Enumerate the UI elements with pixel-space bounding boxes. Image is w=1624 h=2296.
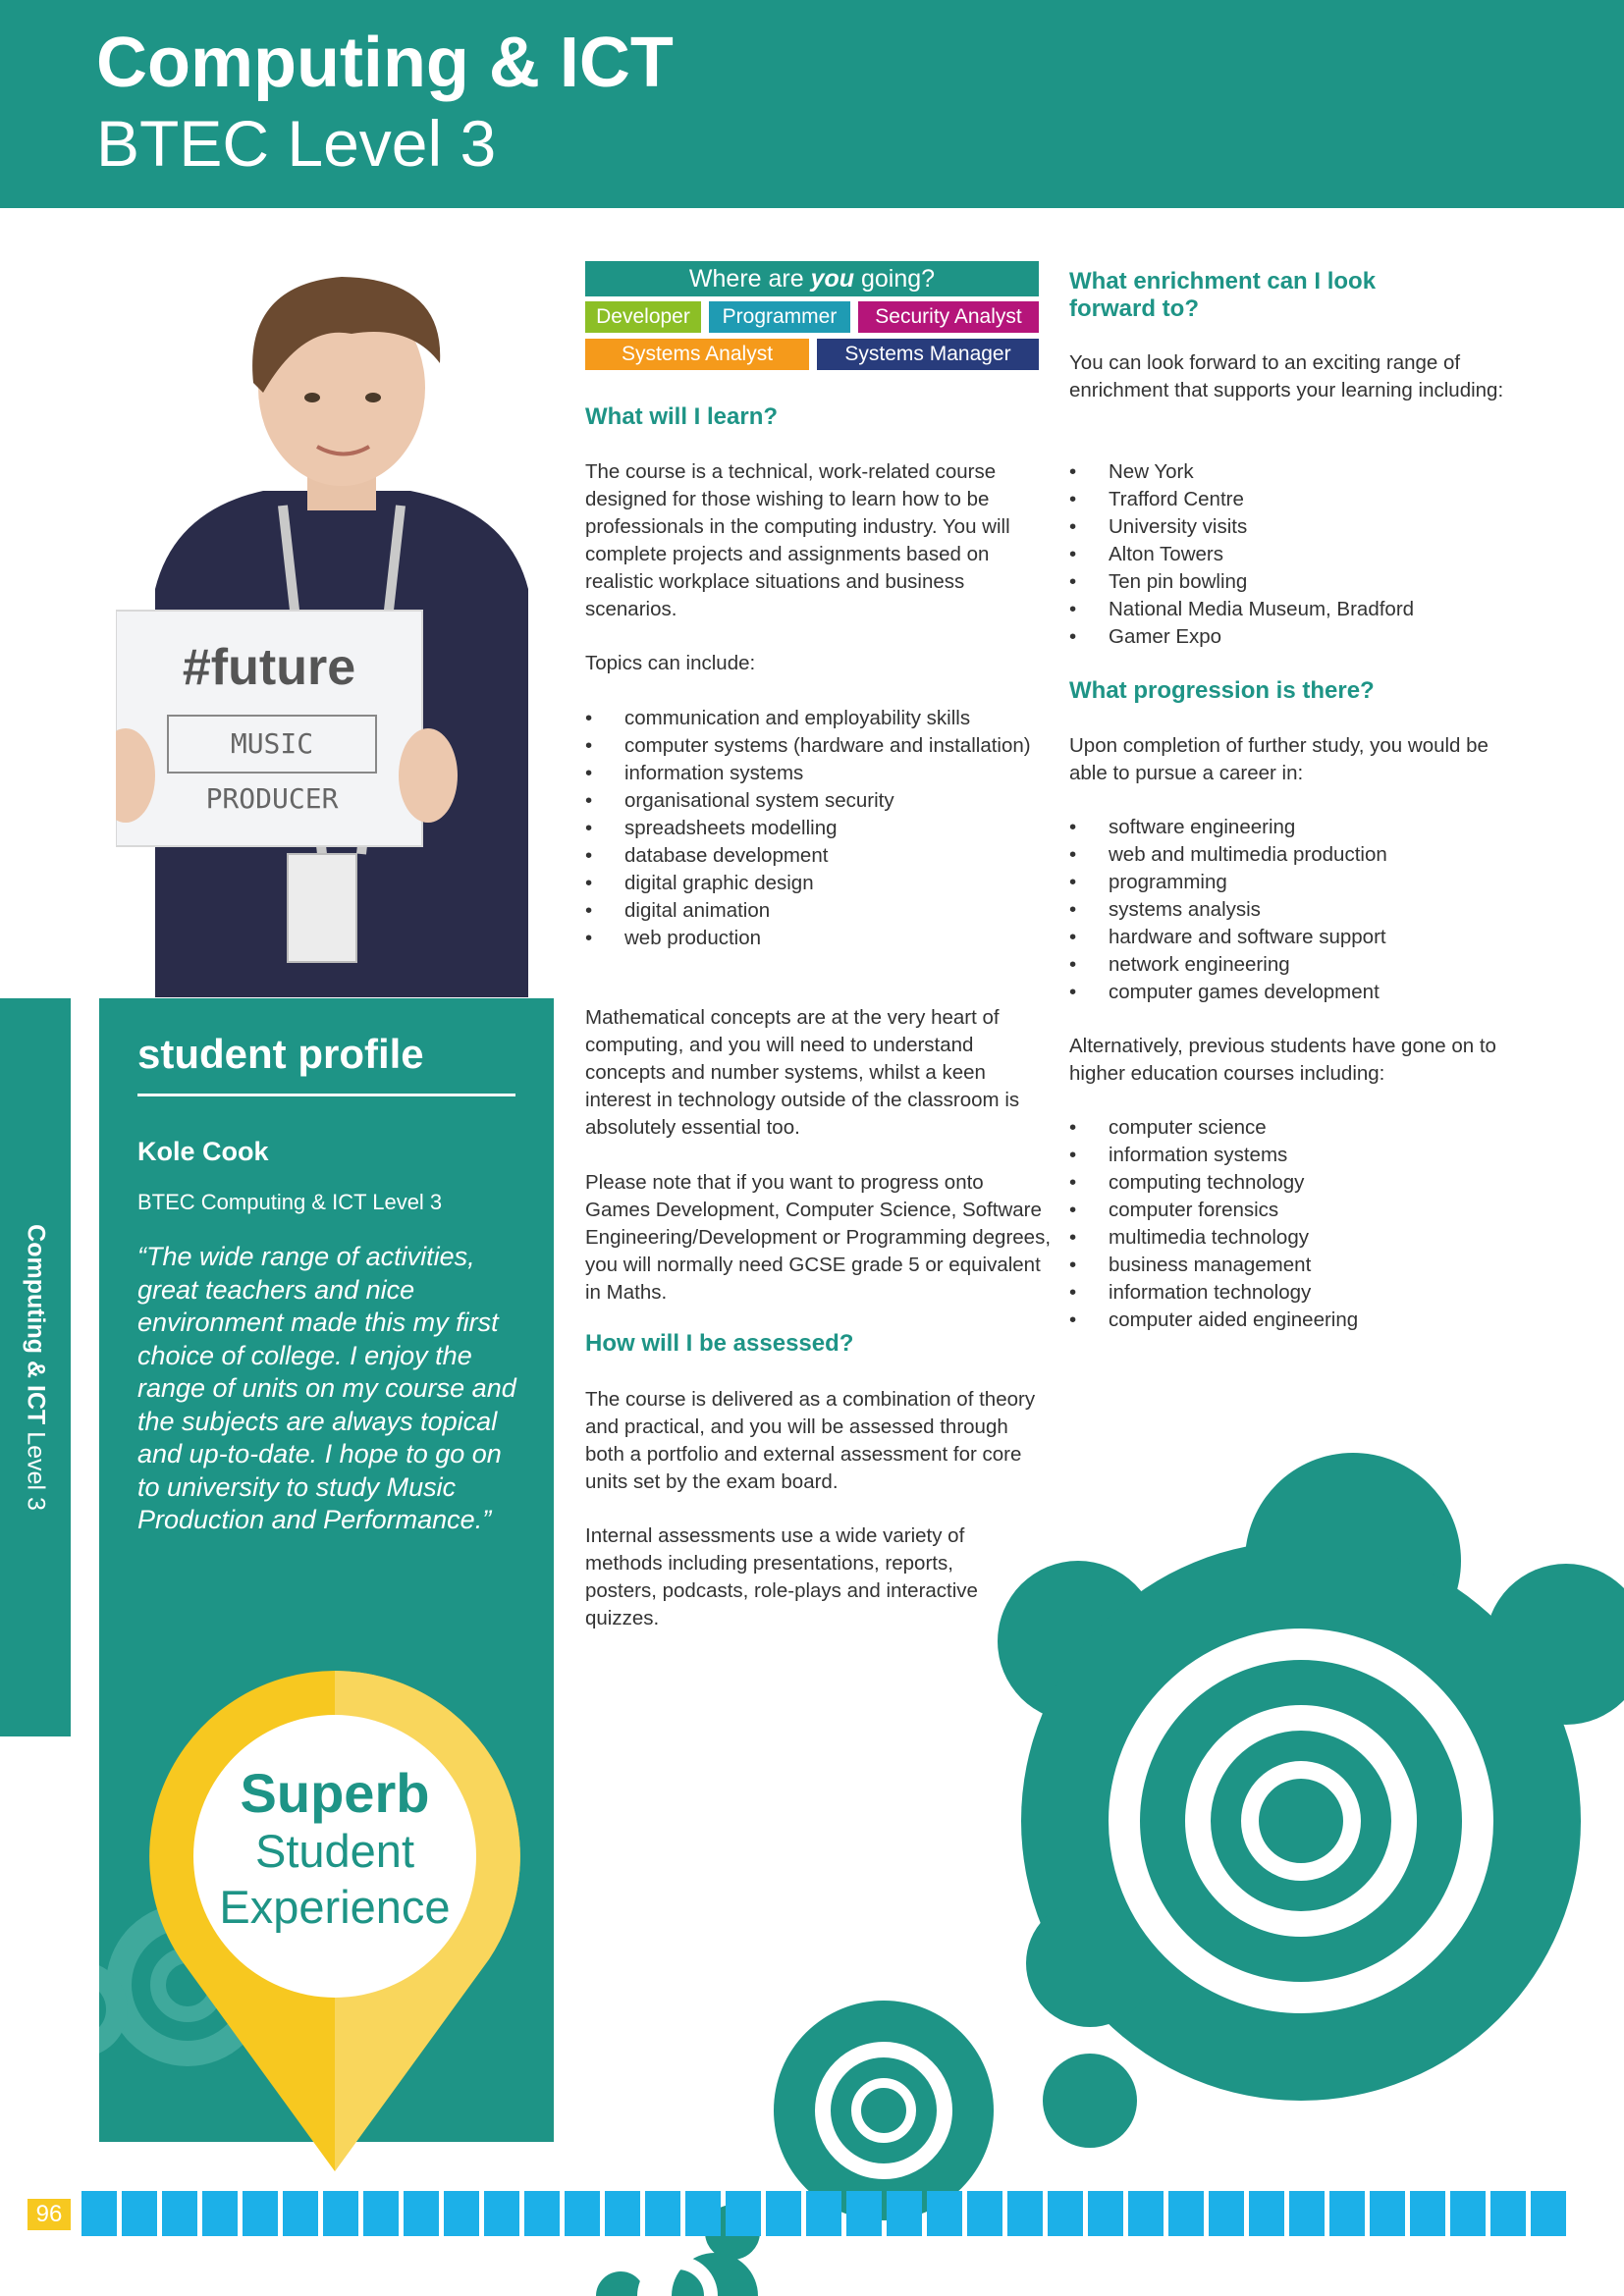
topic-item: • digital animation <box>585 897 1047 925</box>
footer-square <box>806 2191 841 2236</box>
footer-square <box>1490 2191 1526 2236</box>
progression-intro: Upon completion of further study, you would be able to pursue a career in: <box>1069 734 1489 784</box>
career-chip: Security Analyst <box>858 301 1039 333</box>
footer-square <box>645 2191 680 2236</box>
enrichment-list <box>1069 458 1521 651</box>
career-chip: Developer <box>585 301 701 333</box>
sign-text: MUSIC PRODUCER <box>167 715 377 774</box>
footer-square <box>122 2191 157 2236</box>
progression-heading: What progression is there? <box>1069 677 1375 704</box>
footer-square <box>1088 2191 1123 2236</box>
page-number: 96 <box>27 2199 71 2230</box>
enrichment-item: • Alton Towers <box>1069 541 1521 568</box>
career-item: • computer games development <box>1069 979 1521 1006</box>
topic-item: • spreadsheets modelling <box>585 815 1047 842</box>
footer-square <box>1370 2191 1405 2236</box>
footer-square <box>766 2191 801 2236</box>
footer-square <box>1329 2191 1365 2236</box>
badge-student: Student <box>254 1825 415 1877</box>
student-photo <box>116 265 564 997</box>
footer-square <box>927 2191 962 2236</box>
profile-heading: student profile <box>137 1031 424 1077</box>
maths-note: Please note that if you want to progress onto Games Development, Computer Science, Software Engineering/Development or Programming degrees, you will normally need GCSE grade 5 or equivalent in Maths. <box>585 1171 1052 1304</box>
enrichment-item: • Ten pin bowling <box>1069 568 1521 596</box>
topics-label: Topics can include: <box>585 652 756 674</box>
course-item: • multimedia technology <box>1069 1224 1521 1252</box>
career-item: • programming <box>1069 869 1521 896</box>
course-item: • computer science <box>1069 1114 1521 1142</box>
course-item: • business management <box>1069 1252 1521 1279</box>
footer-square <box>846 2191 882 2236</box>
careers-title: Where are you going? <box>585 261 1039 296</box>
footer-square <box>685 2191 721 2236</box>
page-subtitle: BTEC Level 3 <box>96 107 497 180</box>
career-chip: Systems Analyst <box>585 339 809 370</box>
footer-square <box>565 2191 600 2236</box>
topic-item: • database development <box>585 842 1047 870</box>
student-course: BTEC Computing & ICT Level 3 <box>137 1190 443 1214</box>
assessed-heading: How will I be assessed? <box>585 1330 854 1357</box>
footer-square <box>162 2191 197 2236</box>
learn-heading: What will I learn? <box>585 403 779 430</box>
footer-square <box>81 2191 117 2236</box>
topic-item: • digital graphic design <box>585 870 1047 897</box>
career-item: • network engineering <box>1069 951 1521 979</box>
topic-item: • organisational system security <box>585 787 1047 815</box>
footer-square <box>1007 2191 1043 2236</box>
enrichment-item: • Trafford Centre <box>1069 486 1521 513</box>
assessed-paragraph-2: Internal assessments use a wide variety of methods including presentations, reports, posters, podcasts, role-plays and interactive quizzes. <box>585 1524 978 1629</box>
course-item: • computing technology <box>1069 1169 1521 1197</box>
enrichment-intro: You can look forward to an exciting range of enrichment that supports your learning including: <box>1069 351 1504 401</box>
footer-square <box>283 2191 318 2236</box>
maths-paragraph: Mathematical concepts are at the very heart of computing, and you will need to understand concepts and number systems, whilst a keen interest in technology outside of the classroom is absolutely essential too. <box>585 1006 1020 1139</box>
side-tab-label: Computing & ICT Level 3 <box>22 1224 50 1511</box>
footer-square <box>1048 2191 1083 2236</box>
topic-item: • web production <box>585 925 1047 952</box>
student-name: Kole Cook <box>137 1137 269 1166</box>
sign-hashtag: #future <box>182 639 356 696</box>
footer-square <box>967 2191 1002 2236</box>
footer-square <box>1209 2191 1244 2236</box>
course-item: • information systems <box>1069 1142 1521 1169</box>
enrichment-item: • University visits <box>1069 513 1521 541</box>
career-item: • systems analysis <box>1069 896 1521 924</box>
course-item: • information technology <box>1069 1279 1521 1307</box>
footer-square <box>1410 2191 1445 2236</box>
footer-square <box>202 2191 238 2236</box>
footer-square <box>887 2191 922 2236</box>
progression-course-list <box>1069 1114 1521 1334</box>
assessed-paragraph-1: The course is delivered as a combination of theory and practical, and you will be assessed through both a portfolio and external assessment for core units set by the exam board. <box>585 1388 1036 1493</box>
badge-experience: Experience <box>219 1881 451 1933</box>
career-chip: Programmer <box>709 301 850 333</box>
enrichment-item: • New York <box>1069 458 1521 486</box>
footer-square <box>1128 2191 1164 2236</box>
footer-square <box>243 2191 278 2236</box>
footer-square <box>605 2191 640 2236</box>
page-title: Computing & ICT <box>96 24 674 102</box>
career-item: • hardware and software support <box>1069 924 1521 951</box>
enrichment-item: • Gamer Expo <box>1069 623 1521 651</box>
footer-square <box>404 2191 439 2236</box>
student-quote: “The wide range of activities, great teachers and nice environment made this my first choice of college. I enjoy the range of units on my course and the subjects are always topical and up-to-date. I hope to go on to university to study Music Production and Performance.” <box>137 1242 516 1534</box>
footer-square <box>1168 2191 1204 2236</box>
topic-item: • information systems <box>585 760 1047 787</box>
footer-square <box>444 2191 479 2236</box>
footer-square <box>323 2191 358 2236</box>
badge-superb: Superb <box>240 1762 430 1824</box>
footer-square <box>524 2191 560 2236</box>
learn-intro: The course is a technical, work-related course designed for those wishing to learn how to be professionals in the computing industry. You will complete projects and assignments based on realistic workplace situations and business scenarios. <box>585 460 1010 620</box>
footer-square <box>726 2191 761 2236</box>
footer-square <box>1249 2191 1284 2236</box>
footer-square <box>1531 2191 1566 2236</box>
profile-divider <box>137 1094 515 1096</box>
career-item: • web and multimedia production <box>1069 841 1521 869</box>
footer-square <box>363 2191 399 2236</box>
progression-career-list <box>1069 814 1521 1006</box>
progression-alt-intro: Alternatively, previous students have gone on to higher education courses including: <box>1069 1035 1496 1085</box>
topic-item: • communication and employability skills <box>585 705 1047 732</box>
career-chip: Systems Manager <box>817 339 1039 370</box>
footer-square <box>484 2191 519 2236</box>
topic-item: • computer systems (hardware and installation) <box>585 732 1047 760</box>
career-item: • software engineering <box>1069 814 1521 841</box>
topics-list <box>585 705 1047 952</box>
enrichment-heading: What enrichment can I look forward to? <box>1069 268 1377 322</box>
footer-square <box>1450 2191 1486 2236</box>
footer-square <box>1289 2191 1325 2236</box>
course-item: • computer forensics <box>1069 1197 1521 1224</box>
course-item: • computer aided engineering <box>1069 1307 1521 1334</box>
enrichment-item: • National Media Museum, Bradford <box>1069 596 1521 623</box>
